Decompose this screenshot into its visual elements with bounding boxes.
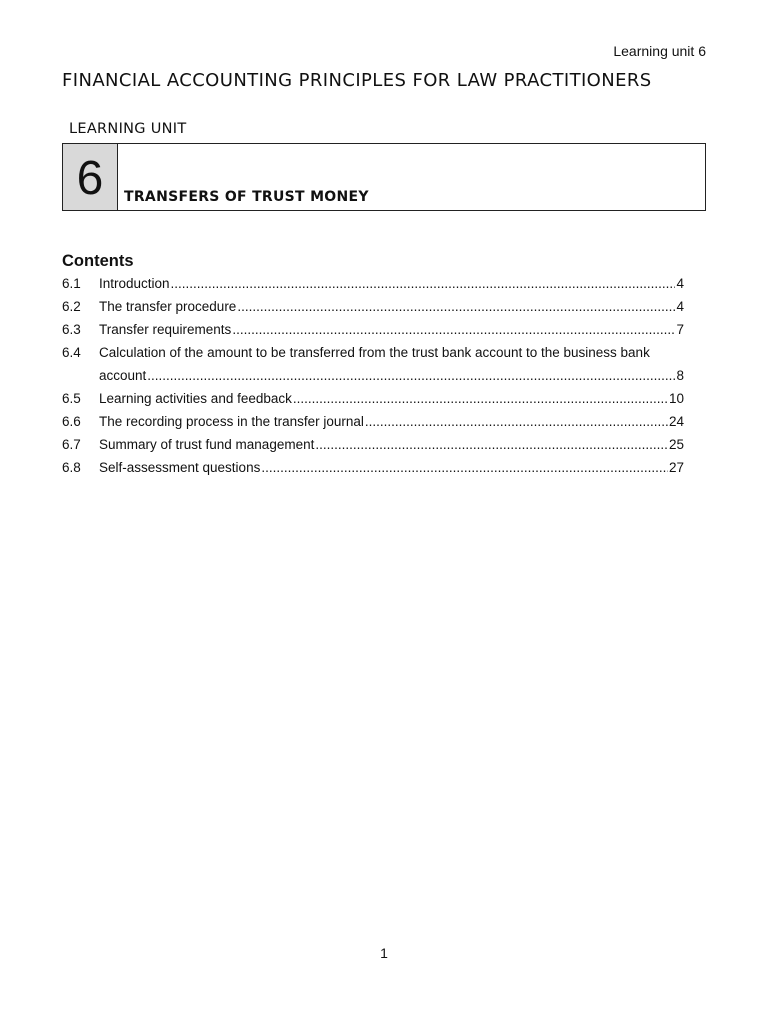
toc-entry[interactable] <box>62 341 684 387</box>
toc-entry-title: Self-assessment questions <box>99 456 261 479</box>
toc-entry-number: 6.2 <box>62 299 81 314</box>
toc-entry-number: 6.5 <box>62 391 81 406</box>
unit-title: TRANSFERS OF TRUST MONEY <box>124 189 369 205</box>
toc-dot-leader <box>232 318 675 341</box>
toc-entry[interactable] <box>62 295 684 318</box>
toc-entry-title: The recording process in the transfer journal <box>99 410 365 433</box>
toc-page-number: 25 <box>668 437 684 452</box>
toc-dot-leader <box>293 387 668 410</box>
learning-unit-caption: LEARNING UNIT <box>69 121 187 137</box>
toc-entry[interactable] <box>62 433 684 456</box>
toc-entry-title: Learning activities and feedback <box>99 387 293 410</box>
toc-entry-title-line1: Calculation of the amount to be transferred from the trust bank account to the business bank <box>99 341 651 364</box>
toc-entry-number: 6.6 <box>62 414 81 429</box>
toc-page-number: 4 <box>676 299 684 314</box>
learning-unit-box <box>62 143 706 211</box>
toc-entry-number: 6.1 <box>62 276 81 291</box>
toc-page-number: 24 <box>668 414 684 429</box>
toc-entry[interactable] <box>62 272 684 295</box>
toc-dot-leader <box>261 456 668 479</box>
document-title: FINANCIAL ACCOUNTING PRINCIPLES FOR LAW PRACTITIONERS <box>62 70 652 91</box>
toc-entry[interactable] <box>62 387 684 410</box>
toc-entry-number: 6.8 <box>62 460 81 475</box>
contents-heading: Contents <box>62 252 134 270</box>
toc-entry-title: account <box>99 364 147 387</box>
toc-entry[interactable] <box>62 410 684 433</box>
toc-dot-leader <box>315 433 668 456</box>
running-header: Learning unit 6 <box>613 43 706 59</box>
toc-dot-leader <box>365 410 668 433</box>
toc-page-number: 10 <box>668 391 684 406</box>
toc-entry[interactable] <box>62 456 684 479</box>
toc-entry-title: Transfer requirements <box>99 318 232 341</box>
toc-page-number: 4 <box>676 276 684 291</box>
page-number: 1 <box>380 945 388 961</box>
toc-entry-title: Summary of trust fund management <box>99 433 315 456</box>
toc-dot-leader <box>237 295 675 318</box>
table-of-contents <box>62 272 684 479</box>
toc-entry[interactable] <box>62 318 684 341</box>
toc-page-number: 8 <box>676 368 684 383</box>
toc-entry-number: 6.7 <box>62 437 81 452</box>
toc-entry-title: The transfer procedure <box>99 295 237 318</box>
toc-entry-title: Introduction <box>99 272 171 295</box>
toc-dot-leader <box>171 272 676 295</box>
toc-page-number: 7 <box>676 322 684 337</box>
unit-number: 6 <box>63 144 118 210</box>
toc-dot-leader <box>147 364 675 387</box>
toc-page-number: 27 <box>668 460 684 475</box>
toc-entry-number: 6.3 <box>62 322 81 337</box>
toc-entry-number: 6.4 <box>62 345 81 360</box>
